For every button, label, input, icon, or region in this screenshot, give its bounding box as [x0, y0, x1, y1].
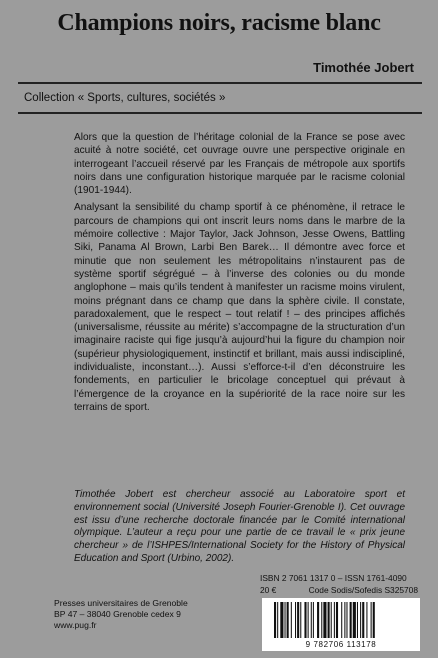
divider-top [18, 82, 422, 84]
isbn-line: ISBN 2 7061 1317 0 – ISSN 1761-4090 [260, 573, 407, 583]
publisher-block [54, 598, 188, 631]
collection-name: Collection « Sports, cultures, sociétés » [24, 92, 226, 104]
blurb-paragraph-2: Analysant la sensibilité du champ sportif à ce phénomène, il retrace le parcours de champions qui ont inscrit leurs noms dans le marbre de la mémoire collective : Major Taylor, Jack Johnson, Jesse Owens, Battling Siki, Panama Al Brown, Larbi Ben Barek… Il démontre avec force et minutie que non seulement les métropolitains n’instaurent pas de système sportif ségrégué – à l’inverse des colonies ou du monde anglophone – mais qu’ils tendent à manifester un racisme moins virulent, moins prégnant dans ce champ que dans la sphère civile. Il constate, paradoxalement, que le respect – tout relatif ! – des principes affichés (universalisme, réussite au mérite) s’accompagne de la structuration d’un imaginaire raciste qui fige jusqu’à aujourd’hui la figure du champion noir (supérieur physiologiquement, instinctif et brillant, mais aussi indiscipliné, individualiste, inconstant…). Aussi s’efforce-t-il d’en déconstruire les fondements, en particulier le bricolage conceptuel qui prévaut à l’émergence de la croyance en la supériorité de la race noire sur les terrains de sport. [74, 202, 405, 413]
barcode-digits: 9 782706 113178 [305, 640, 377, 649]
price: 20 € [260, 585, 277, 595]
blurb-text [74, 131, 405, 414]
book-title: Champions noirs, racisme blanc [57, 10, 381, 36]
barcode-icon [272, 602, 410, 638]
publisher-name: Presses universitaires de Grenoble [54, 598, 188, 608]
barcode [262, 598, 420, 651]
author-name: Timothée Jobert [313, 60, 414, 75]
price-line [260, 585, 418, 595]
author-bio: Timothée Jobert est chercheur associé au Laboratoire sport et environnement social (Université Joseph Fourier-Grenoble I). Cet ouvrage est issu d’une recherche doctorale financée par le Comité international olympique. L’auteur a reçu pour une partie de ce travail le « prix jeune chercheur » de l’ISHPES/International Society for the History of Physical Education and Sport (Urbino, 2002). [74, 489, 405, 564]
distributor-code: Code Sodis/Sofedis S325708 [308, 585, 418, 595]
publisher-website: www.pug.fr [54, 620, 97, 630]
blurb-paragraph-1: Alors que la question de l’héritage colonial de la France se pose avec acuité à notre société, cet ouvrage ouvre une perspective originale en interrogeant l’accueil réservé par les Français de métropole aux sportifs noirs dans une configuration historique marquée par le racisme colonial (1901-1944). [74, 132, 405, 197]
publisher-address: BP 47 – 38040 Grenoble cedex 9 [54, 609, 181, 619]
divider-bottom [18, 112, 422, 114]
